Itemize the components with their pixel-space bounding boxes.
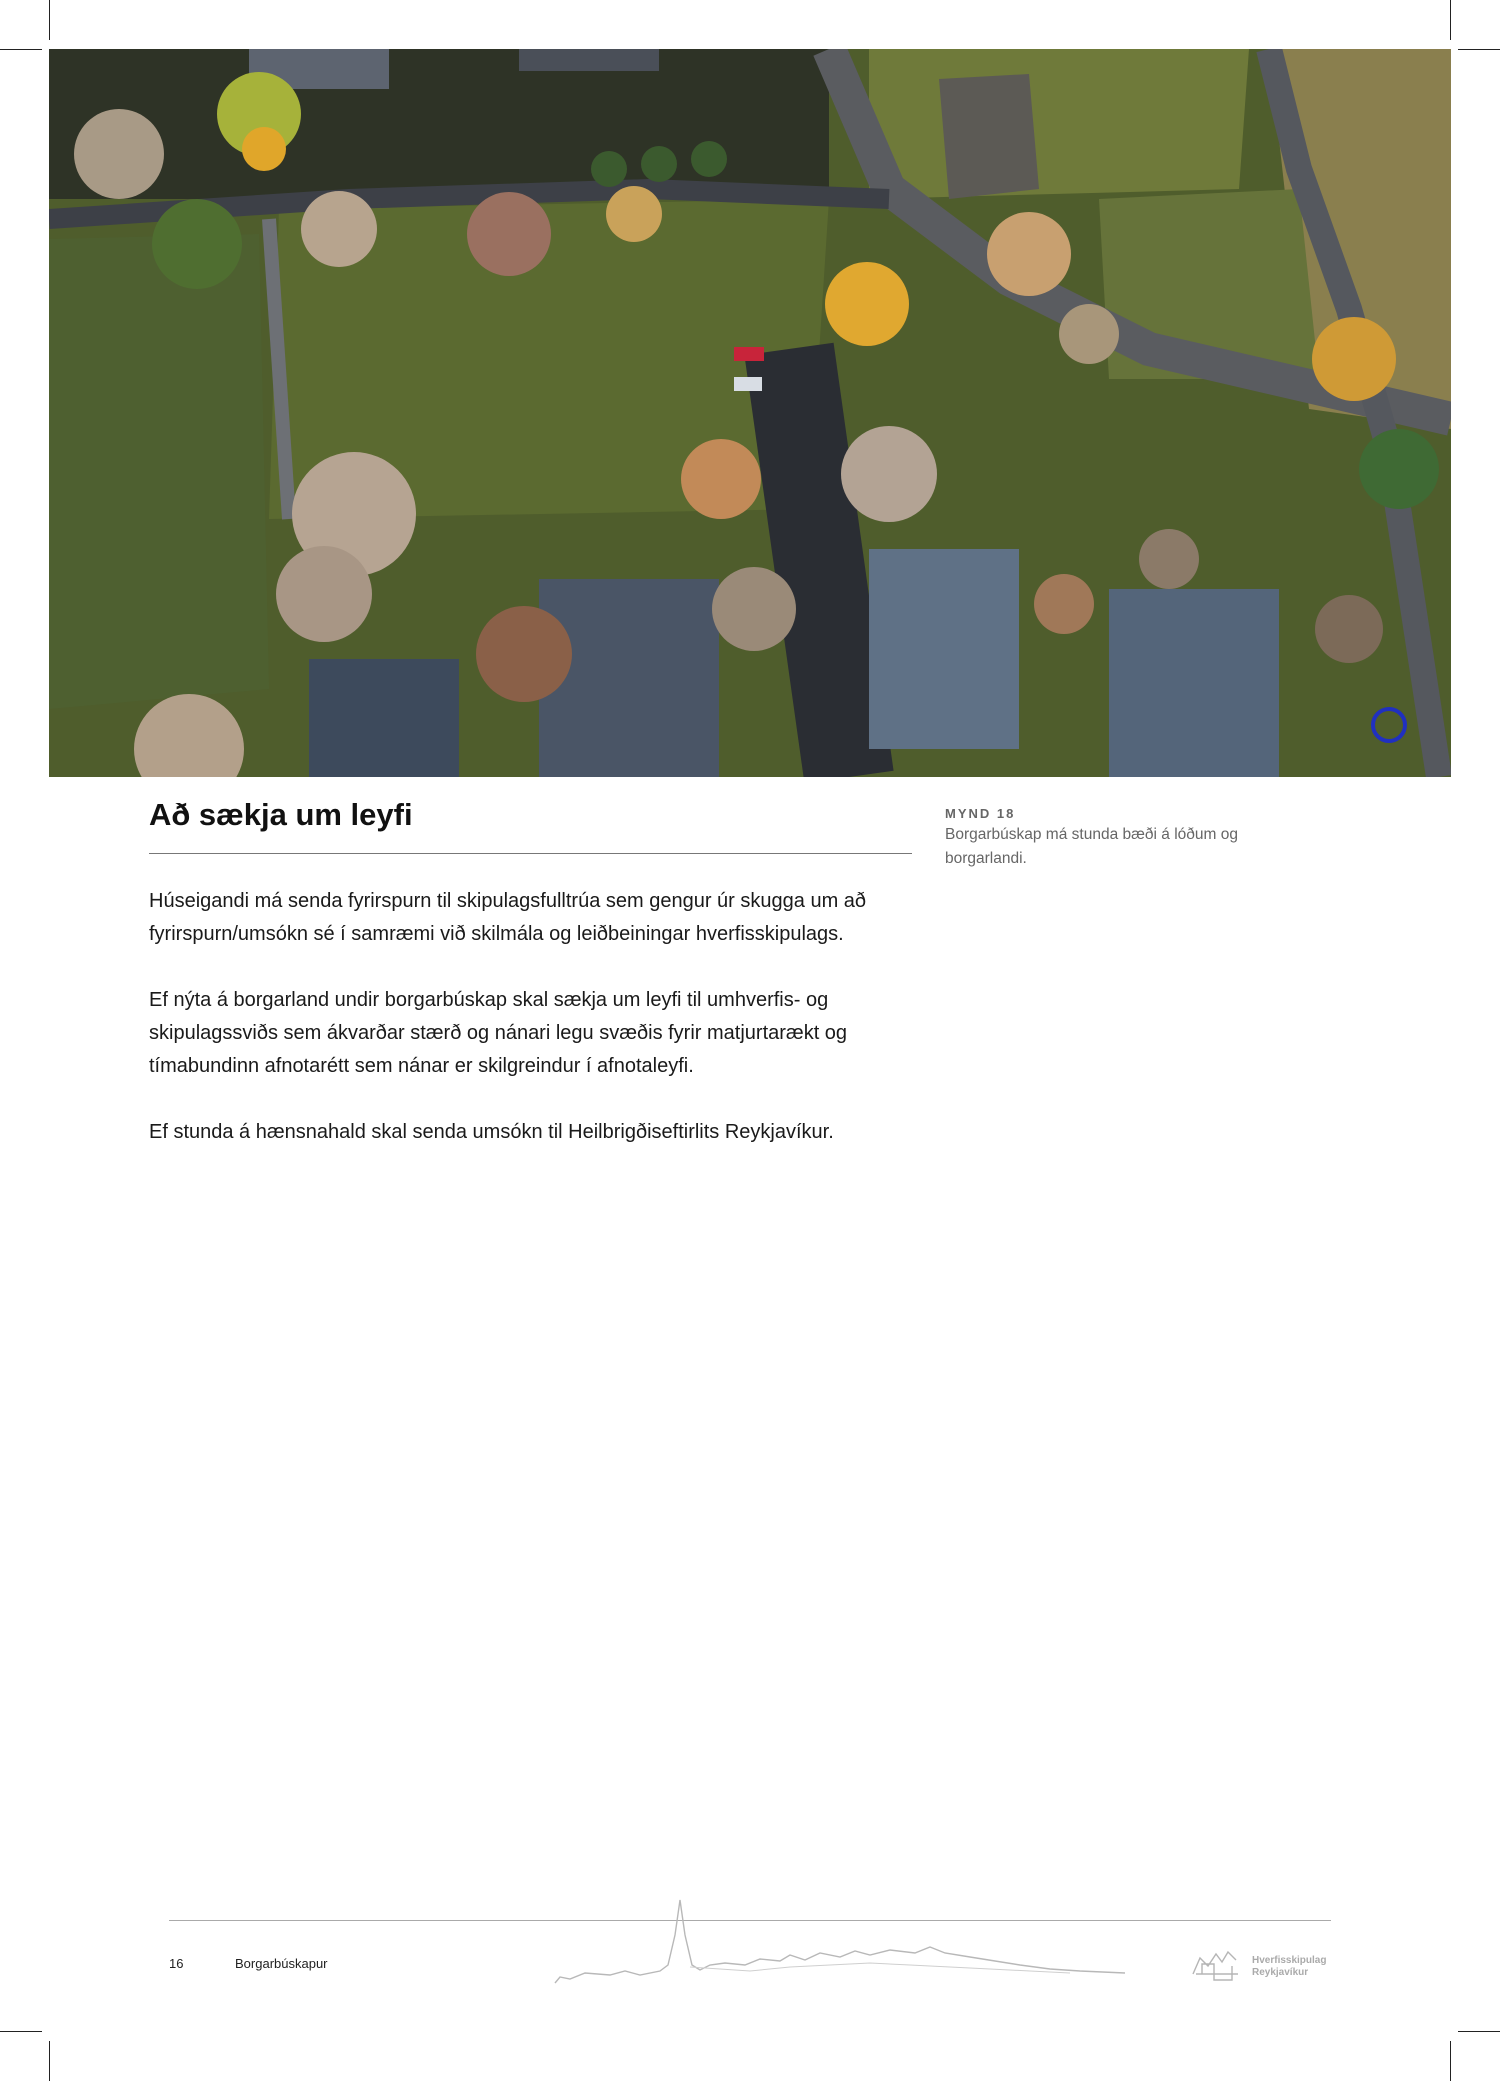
crop-mark: [1458, 2031, 1500, 2032]
caption-text: Borgarbúskap má stunda bæði á lóðum og borgarlandi.: [945, 826, 1238, 867]
page-number: 16: [169, 1956, 184, 1971]
hverfisskipulag-logo: [1188, 1944, 1326, 1989]
crop-mark: [1450, 2041, 1451, 2081]
paragraph: Ef stunda á hænsnahald skal senda umsókn til Heilbrigðiseftirlits Reykjavíkur.: [149, 1121, 834, 1143]
crop-mark: [0, 2031, 42, 2032]
caption-label: MYND 18: [945, 806, 1016, 821]
hverfisskipulag-logo-icon: [1188, 1944, 1248, 1989]
section-heading: Að sækja um leyfi: [149, 797, 413, 832]
logo-line: Reykjavíkur: [1252, 1966, 1309, 1978]
crop-mark: [49, 0, 50, 40]
figure-caption: [945, 806, 1305, 871]
crop-mark: [1450, 0, 1451, 40]
crop-mark: [49, 2041, 50, 2081]
body-text: [149, 885, 909, 1182]
crop-mark: [1458, 49, 1500, 50]
paragraph: Húseigandi má senda fyrirspurn til skipulagsfulltrúa sem gengur úr skugga um að fyrirspurn/umsókn sé í samræmi við skilmála og leiðbeiningar hverfisskipulags.: [149, 890, 867, 945]
crop-mark: [0, 49, 42, 50]
document-title: Borgarbúskapur: [235, 1956, 328, 1971]
aerial-neighborhood-photo: [49, 49, 1451, 777]
logo-line: Hverfisskipulag: [1252, 1954, 1327, 1966]
heading-divider: [149, 853, 912, 854]
paragraph: Ef nýta á borgarland undir borgarbúskap skal sækja um leyfi til umhverfis- og skipulagssviðs sem ákvarðar stærð og nánari legu svæðis fyrir matjurtarækt og tímabundinn afnotarétt sem nánar er skilgreindur í afnotaleyfi.: [149, 989, 848, 1077]
reykjavik-skyline-icon: [550, 1895, 1130, 1995]
